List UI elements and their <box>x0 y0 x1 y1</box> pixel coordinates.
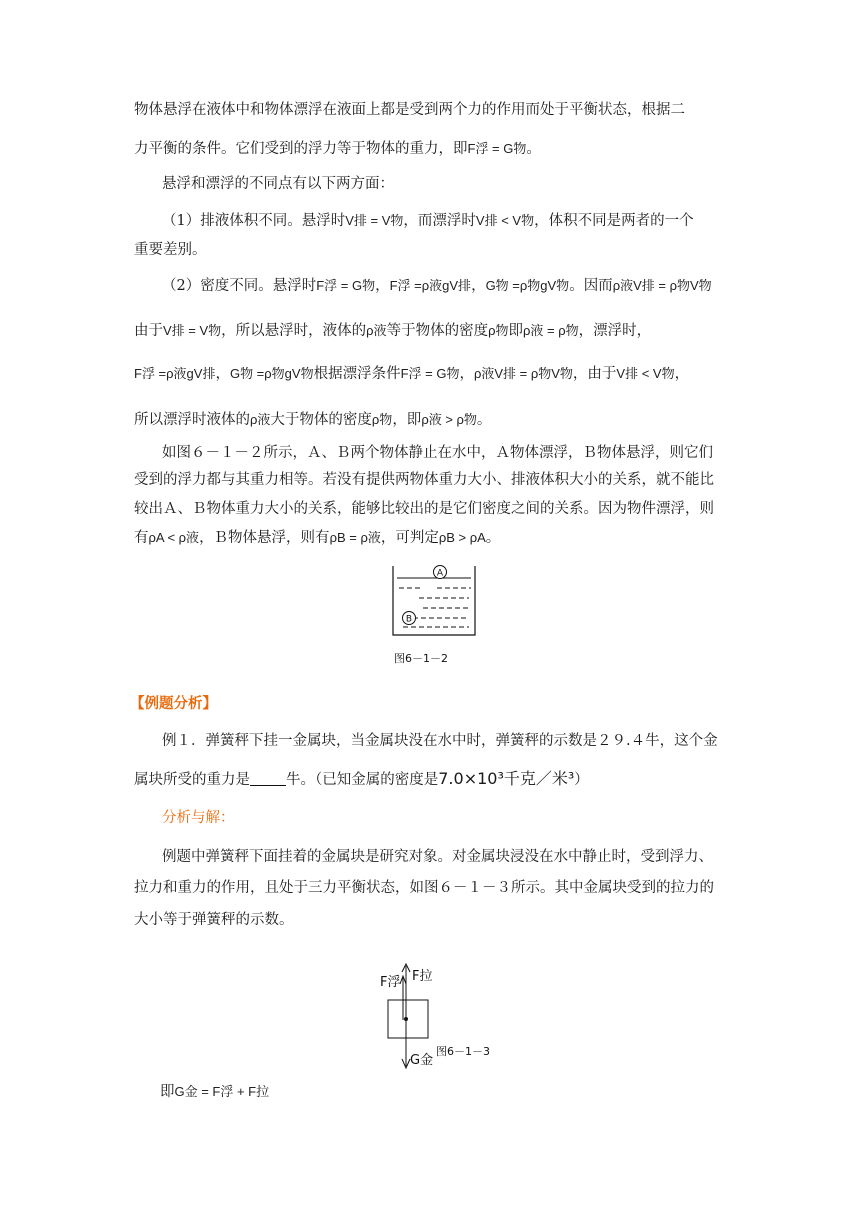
formula: G物 =ρ物gV物 <box>229 366 314 381</box>
formula-v-less: V排 < V物 <box>475 213 535 228</box>
item1-line1 <box>162 211 762 231</box>
text: 等于物体的密度 <box>386 323 489 339</box>
force-pull-label: F拉 <box>412 969 433 984</box>
final-formula: G金 = F浮 + F拉 <box>174 1084 270 1099</box>
example1-line1: 例１．弹簧秤下挂一金属块，当金属块没在水中时，弹簧秤的示数是２９.４牛，这个金 <box>162 733 718 749</box>
item1-line2: 重要差别。 <box>134 242 207 258</box>
formula: F浮 = G物 <box>400 366 460 381</box>
text: 。 <box>485 530 501 546</box>
text: 由于 <box>134 323 163 339</box>
item2-line1: （2）密度不同。悬浮时F浮 = G物，F浮 =ρ液gV排，G物 =ρ物gV物。因而ρ液V排 = ρ物V物 <box>162 278 712 294</box>
object-b-label: B <box>405 614 413 625</box>
item2-line4 <box>134 410 734 430</box>
item2-line3: F浮 =ρ液gV排，G物 =ρ物gV物根据漂浮条件F浮 = G物，ρ液V排 = ρ物V物，由于V排 < V物， <box>134 366 690 382</box>
text: ，Ｂ物体悬浮，则有 <box>199 530 330 546</box>
formula: ρ液 <box>366 323 387 338</box>
figure-6-1-2-caption: 图6－1－2 <box>394 652 448 665</box>
formula: V排 = V物 <box>163 323 222 338</box>
text: 所以漂浮时液体的 <box>134 412 250 428</box>
analysis-line3: 大小等于弹簧秤的示数。 <box>134 912 294 928</box>
formula: ρ液 <box>250 412 271 427</box>
text: 有 <box>134 530 149 546</box>
formula: ρ液 = ρ物 <box>522 323 579 338</box>
text: ，由于 <box>572 366 617 382</box>
text: ） <box>574 772 589 788</box>
text: 。 <box>476 412 492 428</box>
force-buoyancy-label: F浮 <box>380 975 401 990</box>
formula: ρ物 <box>488 323 509 338</box>
item2-text-a: （2）密度不同。悬浮时 <box>162 278 317 294</box>
final-line <box>160 1082 760 1102</box>
formula: ρA < ρ液 <box>148 530 200 545</box>
formula-v-equal: V排 = V物 <box>345 213 404 228</box>
formula: ρB > ρA <box>438 530 486 545</box>
example1-line2 <box>134 769 734 790</box>
para1-line1: 物体悬浮在液体中和物体漂浮在液面上都是受到两个力的作用而处于平衡状态，根据二 <box>134 102 685 118</box>
item2-text-b: 因而 <box>583 278 613 294</box>
text: ，可判定 <box>380 530 439 546</box>
para3-line3: 较出Ａ、Ｂ物体重力大小的关系，能够比较出的是它们密度之间的关系。因为物件漂浮，则 <box>134 501 714 517</box>
analysis-line1: 例题中弹簧秤下面挂着的金属块是研究对象。对金属块浸没在水中静止时，受到浮力、 <box>162 849 713 865</box>
formula: F浮 =ρ液gV排 <box>389 278 472 293</box>
density-formula: 7.0×10³千克／米³ <box>438 769 575 788</box>
formula: V排 < V物 <box>616 366 675 381</box>
item1-text-b: ，而漂浮时 <box>403 213 476 229</box>
para3-line2: 受到的浮力都与其重力相等。若没有提供两物体重力大小、排液体积大小的关系，就不能比 <box>134 472 714 488</box>
para1-end: 。 <box>526 141 541 157</box>
text: 即 <box>508 323 523 339</box>
text: 根据漂浮条件 <box>313 366 401 382</box>
formula: ρ液V排 = ρ物V物 <box>612 278 712 293</box>
text: 即 <box>160 1084 175 1100</box>
text: ，即 <box>392 412 422 428</box>
text: 大于物体的密度 <box>270 412 372 428</box>
analysis-line2: 拉力和重力的作用，且处于三力平衡状态，如图６－１－３所示。其中金属块受到的拉力的 <box>134 880 714 896</box>
text: 牛。（已知金属的密度是 <box>286 772 439 788</box>
answer-blank <box>250 773 286 786</box>
text: ，漂浮时， <box>578 323 652 339</box>
formula: F浮 =ρ液gV排 <box>134 366 216 381</box>
item2-line2 <box>134 321 734 341</box>
formula: ρ液 > ρ物 <box>421 412 477 427</box>
formula-float-equal: F浮 = G物 <box>467 141 527 156</box>
text: ，所以悬浮时，液体的 <box>221 323 367 339</box>
item1-text-a: （1）排液体积不同。悬浮时 <box>162 213 346 229</box>
item1-text-c: ，体积不同是两者的一个 <box>534 213 694 229</box>
para3-line4 <box>134 528 734 548</box>
para1-line2 <box>134 139 734 159</box>
analysis-label: 分析与解： <box>162 810 235 826</box>
section-heading: 【例题分析】 <box>130 695 217 712</box>
text: 属块所受的重力是 <box>134 772 250 788</box>
object-a-label: A <box>436 568 444 579</box>
formula: ρB = ρ液 <box>329 530 381 545</box>
para2: 悬浮和漂浮的不同点有以下两方面： <box>162 176 394 192</box>
formula: ρ液V排 = ρ物V物 <box>473 366 573 381</box>
formula: F浮 = G物 <box>316 278 376 293</box>
formula: ρ物 <box>371 412 393 427</box>
formula: G物 =ρ物gV物 <box>485 278 570 293</box>
gravity-label: G金 <box>410 1053 434 1068</box>
para3-line1: 如图６－１－２所示，Ａ、Ｂ两个物体静止在水中，Ａ物体漂浮，Ｂ物体悬浮，则它们 <box>162 445 713 461</box>
figure-6-1-3-caption: 图6－1－3 <box>436 1045 490 1058</box>
para1-text: 力平衡的条件。它们受到的浮力等于物体的重力，即 <box>134 141 468 157</box>
figure-6-1-2 <box>385 560 485 640</box>
